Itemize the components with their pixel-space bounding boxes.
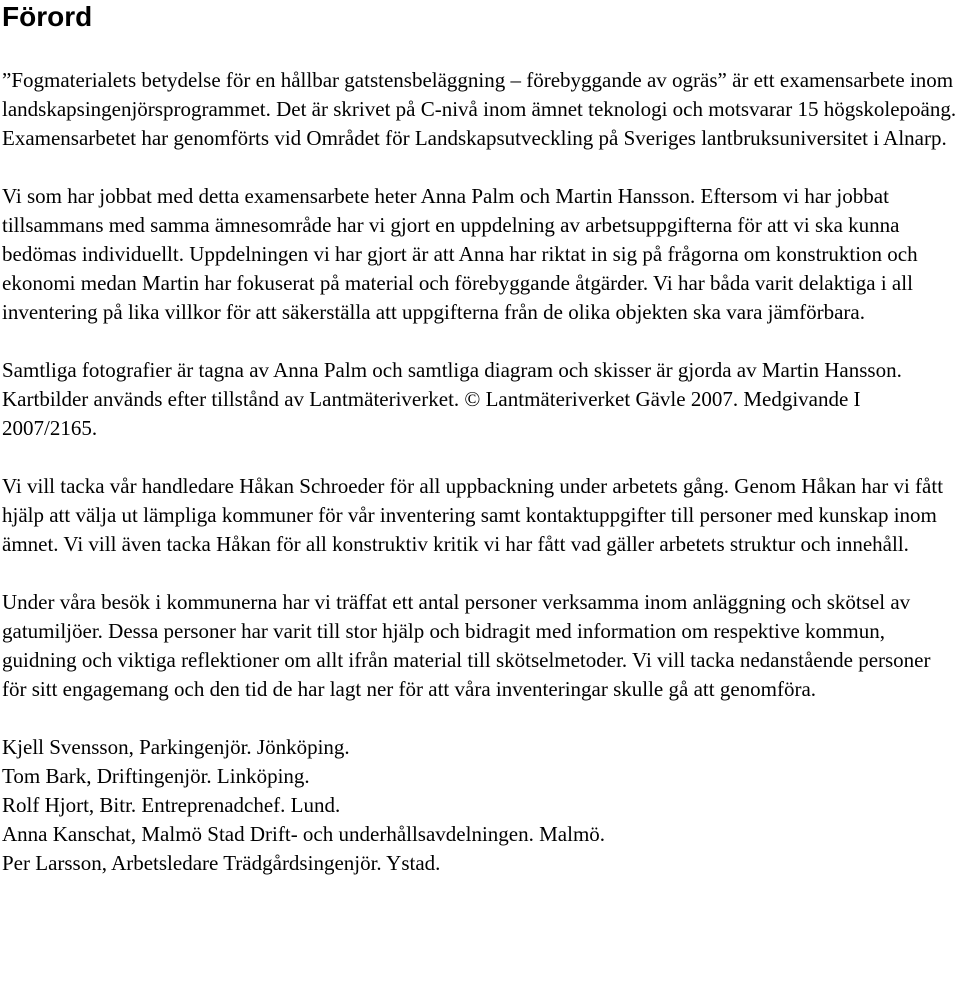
signatory-item: Tom Bark, Driftingenjör. Linköping. — [2, 764, 310, 788]
signatory-item: Anna Kanschat, Malmö Stad Drift- och underhållsavdelningen. Malmö. — [2, 822, 606, 846]
paragraph-image-credits: Samtliga fotografier är tagna av Anna Palm och samtliga diagram och skisser är gjorda av Martin Hansson. Kartbilder används efter tillstånd av Lantmäteriverket. © Lantmäteriverket Gävle 2007. Medgivande I 2007/2165. — [2, 358, 902, 440]
signatory-item: Per Larsson, Arbetsledare Trädgårdsingenjör. Ystad. — [2, 851, 441, 875]
paragraph-municipality-thanks: Under våra besök i kommunerna har vi träffat ett antal personer verksamma inom anläggning och skötsel av gatumiljöer. Dessa personer har varit till stor hjälp och bidragit med information om respektive kommun, guidning och viktiga reflektioner om allt ifrån material till skötselmetoder. Vi vill tacka nedanstående personer för sitt engagemang och den tid de har lagt ner för att våra inventeringar skulle gå att genomföra. — [2, 590, 931, 701]
paragraph-thesis-intro: ”Fogmaterialets betydelse för en hållbar gatstensbeläggning – förebyggande av ogräs” är ett examensarbete inom landskapsingenjörsprogrammet. Det är skrivet på C-nivå inom ämnet teknologi och motsvarar 15 högskolepoäng. Examensarbetet har genomförts vid Området för Landskapsutveckling på Sveriges lantbruksuniversitet i Alnarp. — [2, 68, 957, 150]
signatory-item: Kjell Svensson, Parkingenjör. Jönköping. — [2, 735, 350, 759]
signatory-list — [2, 733, 958, 878]
signatory-item: Rolf Hjort, Bitr. Entreprenadchef. Lund. — [2, 793, 341, 817]
paragraph-supervisor-thanks: Vi vill tacka vår handledare Håkan Schroeder för all uppbackning under arbetets gång. Genom Håkan har vi fått hjälp att välja ut lämpliga kommuner för vår inventering samt kontaktuppgifter till personer med kunskap inom ämnet. Vi vill även tacka Håkan för all konstruktiv kritik vi har fått vad gäller arbetets struktur och innehåll. — [2, 474, 944, 556]
document-page — [2, 0, 958, 878]
page-title: Förord — [2, 1, 93, 32]
paragraph-authors: Vi som har jobbat med detta examensarbete heter Anna Palm och Martin Hansson. Eftersom vi har jobbat tillsammans med samma ämnesområde har vi gjort en uppdelning av arbetsuppgifterna för att vi ska kunna bedömas individuellt. Uppdelningen vi har gjort är att Anna har riktat in sig på frågorna om konstruktion och ekonomi medan Martin har fokuserat på material och förebyggande åtgärder. Vi har båda varit delaktiga i all inventering på lika villkor för att säkerställa att uppgifterna från de olika objekten ska vara jämförbara. — [2, 184, 918, 324]
